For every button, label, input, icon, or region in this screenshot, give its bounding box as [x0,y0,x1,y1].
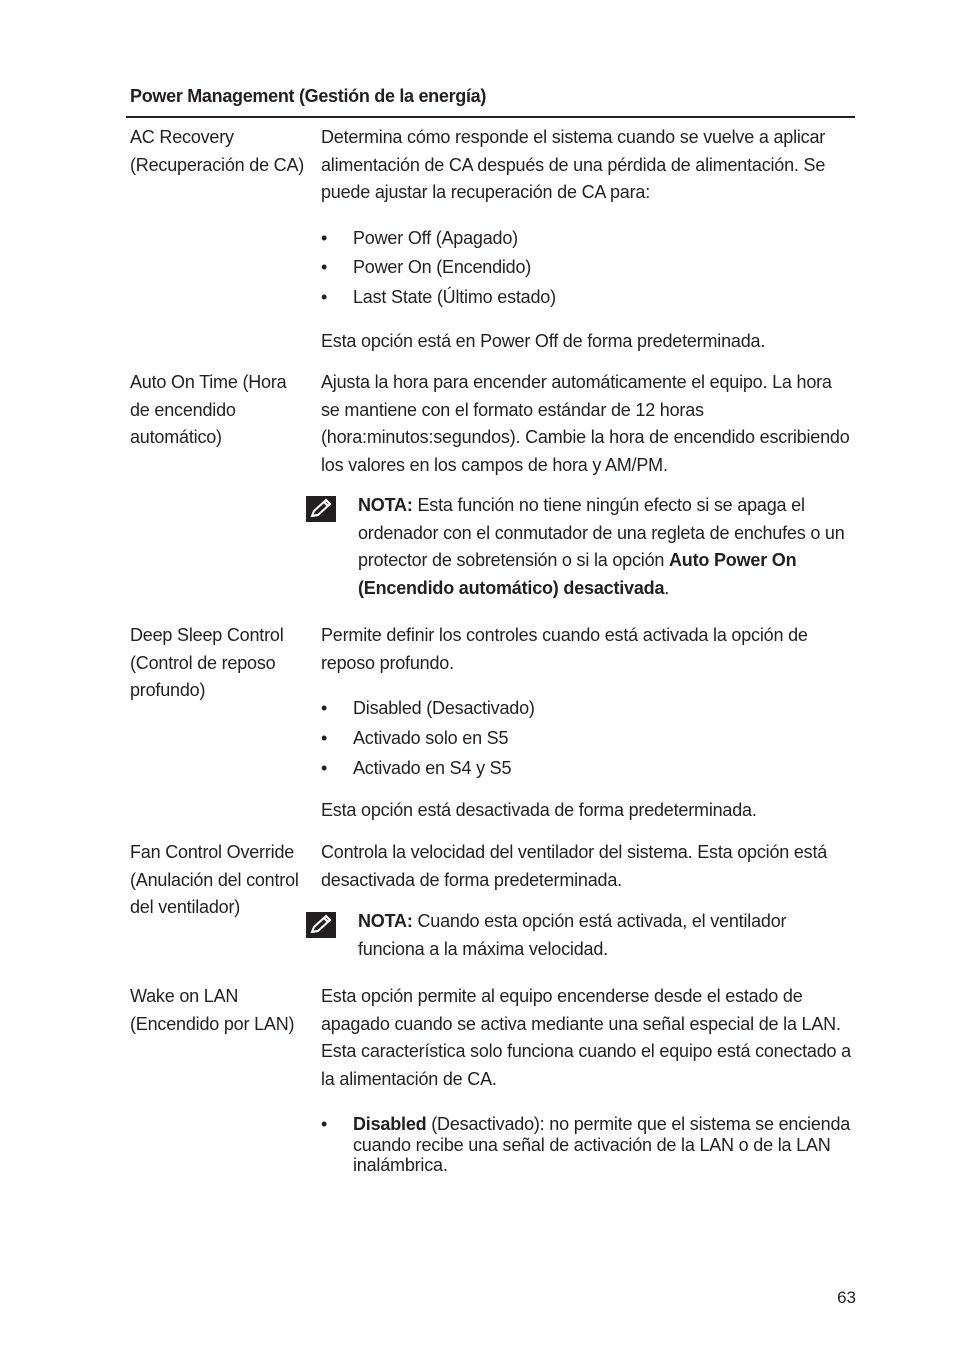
note-body: Cuando esta opción está activada, el ventilador funciona a la máxima velocidad. [358,911,787,959]
list-item [321,723,851,753]
page-number: 63 [837,1288,856,1307]
options-list [321,224,851,313]
bullet-icon: • [321,758,328,778]
description-text: Permite definir los controles cuando está activada la opción de reposo profundo. [321,625,808,673]
default-text: Esta opción está desactivada de forma predeterminada. [321,800,757,820]
note-label: NOTA: [358,495,413,515]
options-list [321,693,851,783]
setting-description-wake-on-lan [321,983,851,1176]
setting-name-deep-sleep-control: Deep Sleep Control (Control de reposo profundo) [130,625,284,700]
header-rule [126,116,855,118]
note-label: NOTA: [358,911,413,931]
option-label: Power On (Encendido) [353,257,532,277]
option-label: Last State (Último estado) [353,286,556,307]
pencil-note-icon [306,496,336,522]
options-list [321,1114,851,1176]
list-item [321,224,851,254]
option-label: Power Off (Apagado) [353,227,518,248]
pencil-note-icon [306,912,336,938]
bullet-icon: • [321,728,328,748]
setting-description-auto-on-time [321,369,851,479]
bullet-icon: • [321,698,328,718]
setting-name-fan-control-override: Fan Control Override (Anulación del control del ventilador) [130,842,299,917]
option-label: Activado en S4 y S5 [353,758,512,778]
description-text: Ajusta la hora para encender automáticamente el equipo. La hora se mantiene con el formato estándar de 12 horas (hora:minutos:segundos). Cambie la hora de encendido escribiendo los valores en los campos de hora y AM/PM. [321,372,850,475]
bullet-icon: • [321,1114,328,1134]
option-text: (Desactivado): no permite que el sistema se encienda cuando recibe una señal de activación de la LAN o de la LAN inalámbrica. [353,1114,851,1175]
bullet-icon: • [321,257,328,277]
default-text: Esta opción está en Power Off de forma predeterminada. [321,331,766,351]
list-item [321,1114,851,1176]
description-text: Determina cómo responde el sistema cuando se vuelve a aplicar alimentación de CA después de una pérdida de alimentación. Se puede ajustar la recuperación de CA para: [321,127,826,202]
option-label: Disabled (Desactivado) [353,698,535,718]
list-item [321,753,851,783]
note-end: . [664,577,670,598]
section-title: Power Management (Gestión de la energía) [130,86,487,106]
note-text [358,492,852,602]
setting-description-fan-control-override [321,839,851,894]
bullet-icon: • [321,286,328,307]
option-term: Disabled [353,1114,427,1134]
note-text [358,908,852,963]
list-item [321,283,851,313]
setting-description-deep-sleep-control [321,622,851,825]
setting-name-wake-on-lan: Wake on LAN (Encendido por LAN) [130,986,295,1034]
option-label: Activado solo en S5 [353,728,509,748]
list-item [321,253,851,283]
description-text: Controla la velocidad del ventilador del sistema. Esta opción está desactivada de forma predeterminada. [321,842,828,890]
note-body: Esta función no tiene ningún efecto si se apaga el ordenador con el conmutador de una regleta de enchufes o un protector de sobretensión o si la opción [358,495,845,570]
description-text: Esta opción permite al equipo encenderse desde el estado de apagado cuando se activa mediante una señal especial de la LAN. Esta característica solo funciona cuando el equipo está conectado a la alimentación de CA. [321,986,851,1089]
bullet-icon: • [321,227,328,248]
setting-name-ac-recovery: AC Recovery (Recuperación de CA) [130,127,305,175]
setting-description-ac-recovery [321,124,851,356]
note-emphasis: Auto Power On (Encendido automático) desactivada [358,550,797,598]
list-item [321,693,851,723]
setting-name-auto-on-time: Auto On Time (Hora de encendido automático) [130,372,287,447]
